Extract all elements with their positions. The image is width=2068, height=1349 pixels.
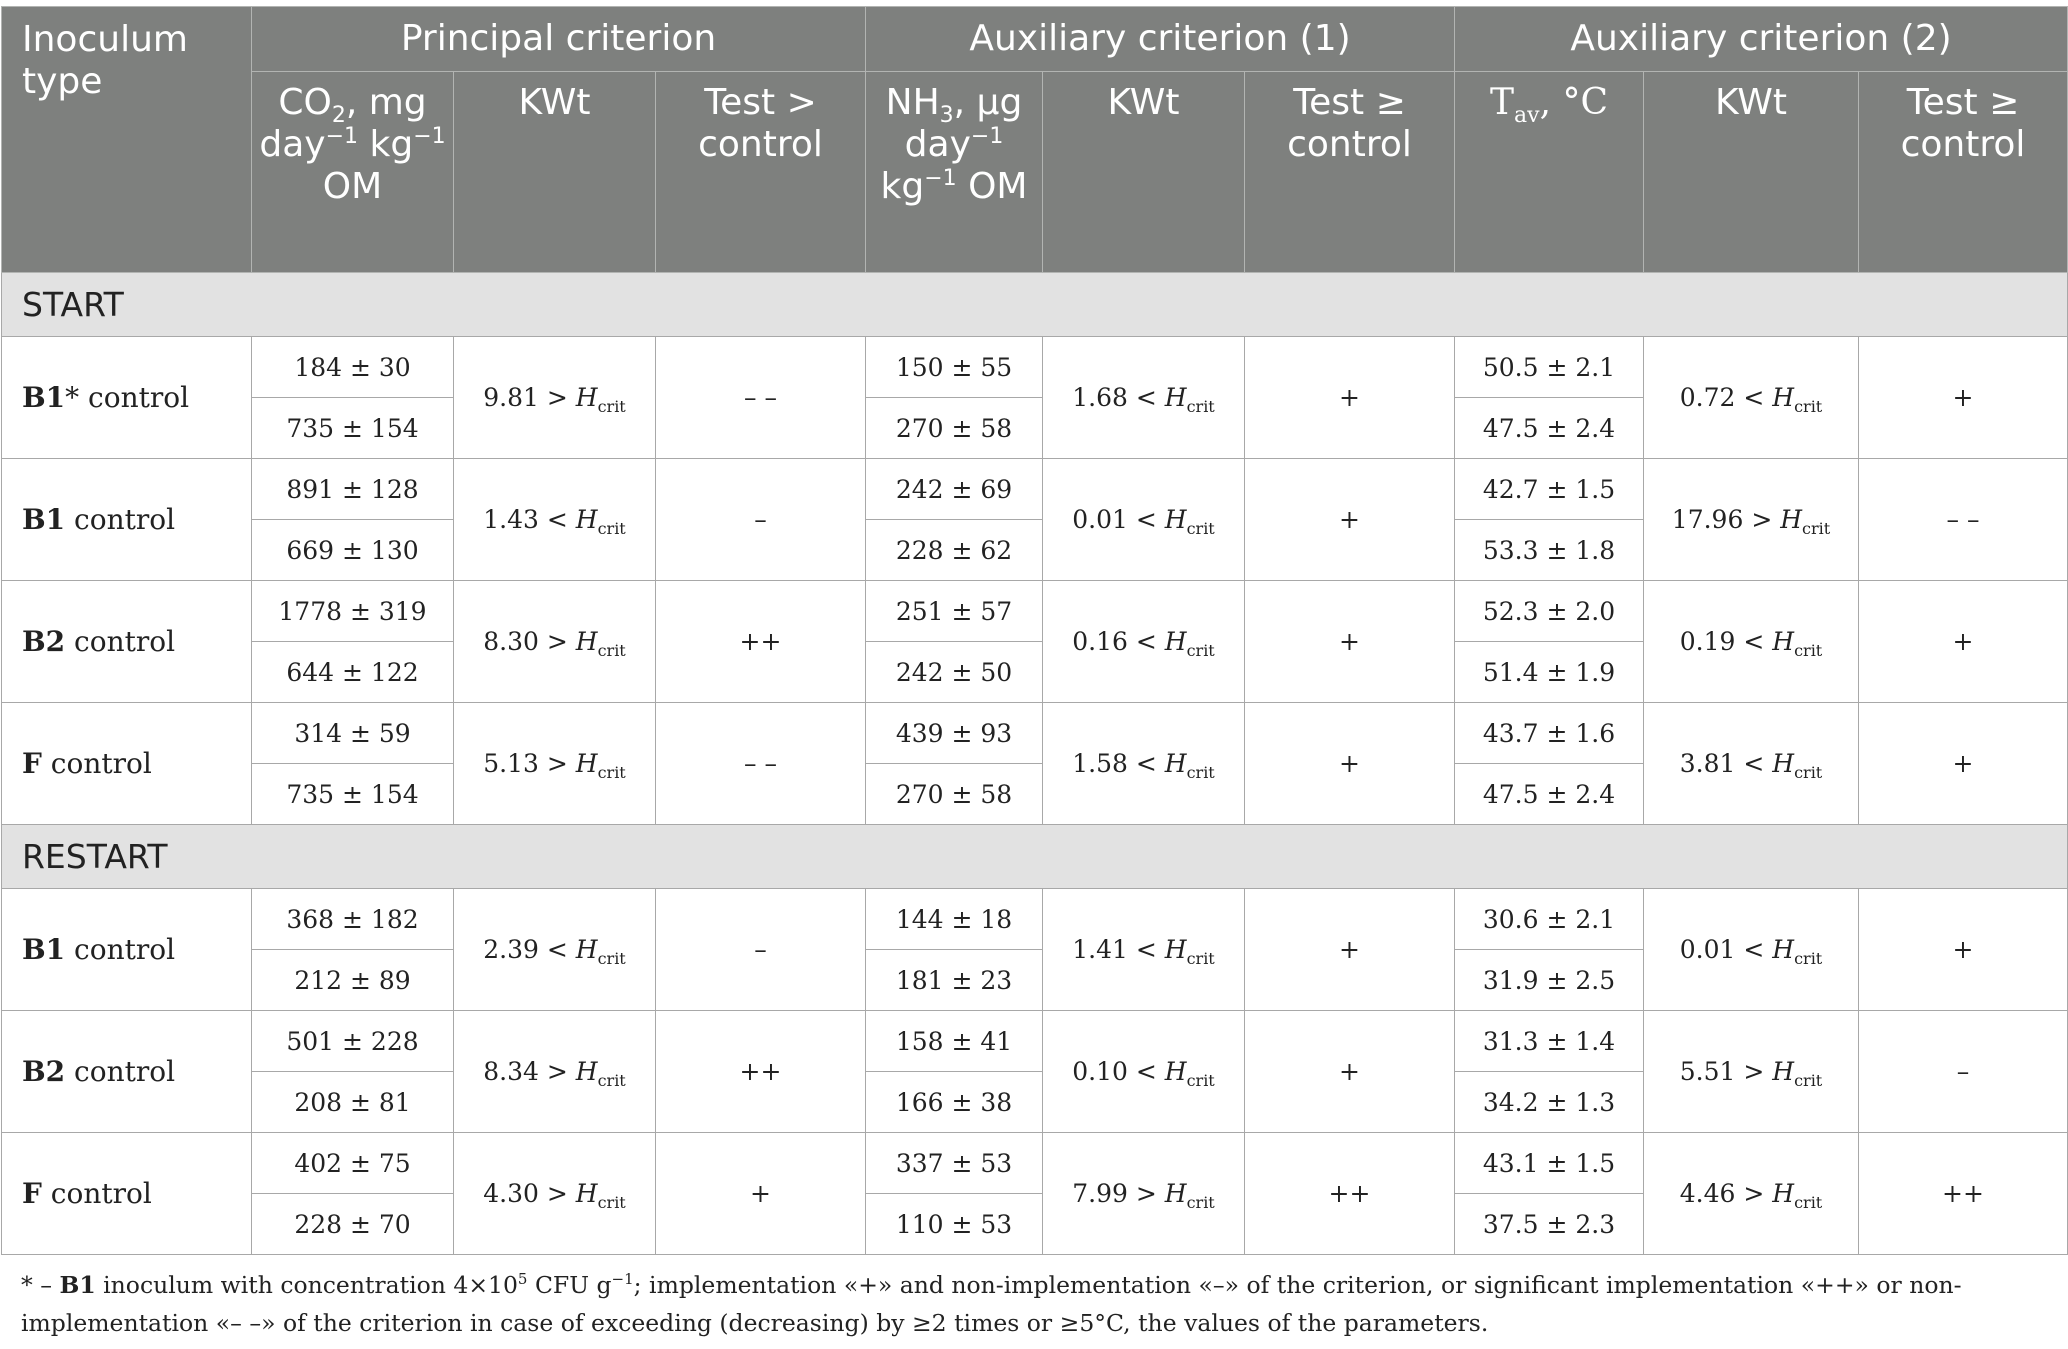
h-crit-symbol: H: [575, 935, 598, 964]
tav-criterion-result: – –: [1859, 459, 2068, 581]
tav-criterion-result: –: [1859, 1011, 2068, 1133]
h-crit-subscript: crit: [1186, 763, 1215, 782]
h-crit-symbol: H: [1772, 383, 1795, 412]
nh3-kwt: [1043, 1133, 1245, 1255]
h-crit-symbol: H: [1772, 627, 1795, 656]
nh3-criterion-result: +: [1245, 459, 1455, 581]
co2-criterion-result: – –: [656, 337, 866, 459]
tav-test-value: 30.6 ± 2.1: [1455, 889, 1644, 950]
tav-control-value: 53.3 ± 1.8: [1455, 520, 1644, 581]
nh3-kwt-value: 1.68 <: [1072, 383, 1157, 412]
h-crit-subscript: crit: [1802, 519, 1831, 538]
co2-test-value: 184 ± 30: [252, 337, 454, 398]
h-crit-subscript: crit: [1794, 1071, 1823, 1090]
section-title-start: START: [2, 273, 2068, 337]
co2-test-value: 368 ± 182: [252, 889, 454, 950]
table-header: [2, 7, 2068, 273]
h-crit-subscript: crit: [1794, 641, 1823, 660]
co2-kwt: [454, 889, 656, 1011]
co2-test-value: 1778 ± 319: [252, 581, 454, 642]
h-crit-symbol: H: [575, 627, 598, 656]
nh3-criterion-result: +: [1245, 703, 1455, 825]
header-aux2-kwt: KWt: [1644, 72, 1859, 273]
tav-control-value: 47.5 ± 2.4: [1455, 398, 1644, 459]
h-crit-subscript: crit: [597, 1071, 626, 1090]
inoculum-label: [2, 581, 252, 703]
h-crit-symbol: H: [1164, 1179, 1187, 1208]
h-crit-subscript: crit: [597, 763, 626, 782]
nh3-kwt-value: 0.16 <: [1072, 627, 1157, 656]
nh3-test-value: 242 ± 69: [866, 459, 1043, 520]
inoculum-label: [2, 703, 252, 825]
nh3-control-value: 270 ± 58: [866, 764, 1043, 825]
nh3-kwt-value: 1.58 <: [1072, 749, 1157, 778]
tav-kwt: [1644, 337, 1859, 459]
co2-kwt-value: 9.81 >: [483, 383, 568, 412]
h-crit-subscript: crit: [1186, 1071, 1215, 1090]
header-auxiliary-criterion-1: Auxiliary criterion (1): [866, 7, 1455, 72]
h-crit-symbol: H: [1164, 383, 1187, 412]
tav-kwt-value: 5.51 >: [1679, 1057, 1765, 1086]
h-crit-symbol: H: [1772, 1179, 1795, 1208]
nh3-kwt-value: 0.01 <: [1072, 505, 1157, 534]
inoculum-suffix: control: [65, 625, 176, 658]
nh3-control-value: 181 ± 23: [866, 950, 1043, 1011]
tav-control-value: 51.4 ± 1.9: [1455, 642, 1644, 703]
co2-control-value: 228 ± 70: [252, 1194, 454, 1255]
h-crit-symbol: H: [1164, 505, 1187, 534]
tav-test-value: 42.7 ± 1.5: [1455, 459, 1644, 520]
nh3-test-value: 150 ± 55: [866, 337, 1043, 398]
header-average-temperature: $T_{av}$, °C: [1455, 72, 1644, 273]
co2-kwt-value: 4.30 >: [483, 1179, 568, 1208]
h-crit-symbol: H: [575, 1179, 598, 1208]
tav-kwt-value: 4.46 >: [1679, 1179, 1765, 1208]
inoculum-code: B2: [22, 1055, 66, 1088]
header-principal-kwt: KWt: [454, 72, 656, 273]
h-crit-symbol: H: [1780, 505, 1803, 534]
h-crit-symbol: H: [1164, 1057, 1187, 1086]
co2-kwt-value: 8.30 >: [483, 627, 568, 656]
co2-kwt: [454, 459, 656, 581]
tav-kwt: [1644, 1133, 1859, 1255]
h-crit-subscript: crit: [597, 1193, 626, 1212]
tav-test-value: 31.3 ± 1.4: [1455, 1011, 1644, 1072]
nh3-control-value: 166 ± 38: [866, 1072, 1043, 1133]
nh3-criterion-result: +: [1245, 1011, 1455, 1133]
co2-kwt-value: 8.34 >: [483, 1057, 568, 1086]
section-row: [2, 825, 2068, 889]
h-crit-symbol: H: [1772, 1057, 1795, 1086]
inoculum-suffix: control: [65, 503, 176, 536]
nh3-test-value: 144 ± 18: [866, 889, 1043, 950]
header-principal-test: Test > control: [656, 72, 866, 273]
tav-control-value: 37.5 ± 2.3: [1455, 1194, 1644, 1255]
nh3-kwt: [1043, 459, 1245, 581]
tav-criterion-result: +: [1859, 581, 2068, 703]
co2-control-value: 208 ± 81: [252, 1072, 454, 1133]
header-aux1-kwt: KWt: [1043, 72, 1245, 273]
header-aux1-test: Test ≥ control: [1245, 72, 1455, 273]
table-row: [2, 1133, 2068, 1194]
inoculum-suffix: control: [65, 1055, 176, 1088]
co2-criterion-result: ++: [656, 1011, 866, 1133]
inoculum-suffix: control: [65, 933, 176, 966]
co2-kwt-value: 2.39 <: [483, 935, 568, 964]
nh3-test-value: 337 ± 53: [866, 1133, 1043, 1194]
table-row: [2, 459, 2068, 520]
h-crit-subscript: crit: [597, 519, 626, 538]
h-crit-subscript: crit: [1186, 519, 1215, 538]
tav-test-value: 43.1 ± 1.5: [1455, 1133, 1644, 1194]
nh3-control-value: 228 ± 62: [866, 520, 1043, 581]
nh3-criterion-result: +: [1245, 889, 1455, 1011]
tav-kwt: [1644, 889, 1859, 1011]
nh3-control-value: 242 ± 50: [866, 642, 1043, 703]
h-crit-subscript: crit: [1794, 949, 1823, 968]
header-aux2-test: Test ≥ control: [1859, 72, 2068, 273]
tav-kwt-value: 3.81 <: [1679, 749, 1765, 778]
h-crit-symbol: H: [1772, 749, 1795, 778]
nh3-kwt-value: 7.99 >: [1072, 1179, 1157, 1208]
co2-test-value: 402 ± 75: [252, 1133, 454, 1194]
tav-test-value: 52.3 ± 2.0: [1455, 581, 1644, 642]
table-row: [2, 1011, 2068, 1072]
header-auxiliary-criterion-2: Auxiliary criterion (2): [1455, 7, 2068, 72]
nh3-test-value: 439 ± 93: [866, 703, 1043, 764]
results-table: [1, 6, 2068, 1255]
inoculum-code: F: [22, 747, 42, 780]
h-crit-symbol: H: [575, 1057, 598, 1086]
co2-criterion-result: +: [656, 1133, 866, 1255]
header-co2-rate: $CO_2$, mg day$^{-1}$ $kg^{-1}$ OM: [252, 72, 454, 273]
tav-kwt-value: 0.01 <: [1679, 935, 1765, 964]
section-title-restart: RESTART: [2, 825, 2068, 889]
tav-criterion-result: ++: [1859, 1133, 2068, 1255]
footnote: * – B1 inoculum with concentration $4\times 10^5$ CFU $g^{-1}$; implementation «+» and non-implementation «–» of the criterion, or significant implementation «++» or non-implementation «– –» of the criterion in case of exceeding (decreasing) by ≥2 times or ≥5°C, the values of the parameters.: [21, 1270, 1962, 1337]
co2-test-value: 314 ± 59: [252, 703, 454, 764]
nh3-kwt: [1043, 1011, 1245, 1133]
h-crit-subscript: crit: [1186, 949, 1215, 968]
co2-control-value: 735 ± 154: [252, 398, 454, 459]
inoculum-label: [2, 1133, 252, 1255]
tav-control-value: 31.9 ± 2.5: [1455, 950, 1644, 1011]
co2-criterion-result: –: [656, 459, 866, 581]
inoculum-code: B1: [22, 503, 66, 536]
h-crit-subscript: crit: [1186, 397, 1215, 416]
nh3-criterion-result: +: [1245, 337, 1455, 459]
co2-criterion-result: ++: [656, 581, 866, 703]
header-principal-criterion: Principal criterion: [252, 7, 866, 72]
h-crit-symbol: H: [575, 749, 598, 778]
inoculum-code: B1: [22, 933, 66, 966]
h-crit-subscript: crit: [597, 949, 626, 968]
inoculum-suffix: control: [41, 1177, 152, 1210]
inoculum-label: [2, 889, 252, 1011]
nh3-control-value: 110 ± 53: [866, 1194, 1043, 1255]
inoculum-suffix: * control: [65, 381, 190, 414]
nh3-control-value: 270 ± 58: [866, 398, 1043, 459]
tav-kwt: [1644, 1011, 1859, 1133]
co2-control-value: 735 ± 154: [252, 764, 454, 825]
table-row: [2, 337, 2068, 398]
co2-kwt: [454, 1133, 656, 1255]
inoculum-code: B1: [22, 381, 66, 414]
inoculum-label: [2, 1011, 252, 1133]
h-crit-subscript: crit: [1794, 397, 1823, 416]
co2-kwt-value: 1.43 <: [483, 505, 568, 534]
tav-criterion-result: +: [1859, 703, 2068, 825]
h-crit-subscript: crit: [597, 641, 626, 660]
co2-test-value: 501 ± 228: [252, 1011, 454, 1072]
tav-test-value: 50.5 ± 2.1: [1455, 337, 1644, 398]
co2-kwt-value: 5.13 >: [483, 749, 568, 778]
tav-control-value: 34.2 ± 1.3: [1455, 1072, 1644, 1133]
co2-kwt: [454, 581, 656, 703]
inoculum-code: B2: [22, 625, 66, 658]
h-crit-symbol: H: [1772, 935, 1795, 964]
table-row: [2, 581, 2068, 642]
nh3-test-value: 158 ± 41: [866, 1011, 1043, 1072]
co2-control-value: 644 ± 122: [252, 642, 454, 703]
h-crit-subscript: crit: [1794, 763, 1823, 782]
co2-test-value: 891 ± 128: [252, 459, 454, 520]
inoculum-suffix: control: [41, 747, 152, 780]
co2-kwt: [454, 337, 656, 459]
co2-kwt: [454, 1011, 656, 1133]
table-body: [2, 273, 2068, 1255]
co2-control-value: 212 ± 89: [252, 950, 454, 1011]
nh3-kwt-value: 1.41 <: [1072, 935, 1157, 964]
h-crit-subscript: crit: [1794, 1193, 1823, 1212]
h-crit-symbol: H: [575, 383, 598, 412]
h-crit-symbol: H: [575, 505, 598, 534]
inoculum-label: [2, 459, 252, 581]
h-crit-subscript: crit: [597, 397, 626, 416]
nh3-criterion-result: ++: [1245, 1133, 1455, 1255]
nh3-criterion-result: +: [1245, 581, 1455, 703]
tav-kwt: [1644, 581, 1859, 703]
nh3-kwt: [1043, 581, 1245, 703]
nh3-kwt: [1043, 889, 1245, 1011]
inoculum-code: F: [22, 1177, 42, 1210]
co2-control-value: 669 ± 130: [252, 520, 454, 581]
nh3-test-value: 251 ± 57: [866, 581, 1043, 642]
tav-kwt-value: 0.72 <: [1679, 383, 1765, 412]
h-crit-subscript: crit: [1186, 641, 1215, 660]
header-nh3-rate: $NH_3$, μg day$^{-1}$ $kg^{-1}$ OM: [866, 72, 1043, 273]
tav-control-value: 47.5 ± 2.4: [1455, 764, 1644, 825]
h-crit-symbol: H: [1164, 935, 1187, 964]
table-row: [2, 889, 2068, 950]
nh3-kwt: [1043, 703, 1245, 825]
tav-kwt: [1644, 703, 1859, 825]
tav-kwt: [1644, 459, 1859, 581]
tav-test-value: 43.7 ± 1.6: [1455, 703, 1644, 764]
tav-criterion-result: +: [1859, 337, 2068, 459]
tav-criterion-result: +: [1859, 889, 2068, 1011]
co2-criterion-result: –: [656, 889, 866, 1011]
h-crit-subscript: crit: [1186, 1193, 1215, 1212]
inoculum-label: [2, 337, 252, 459]
nh3-kwt-value: 0.10 <: [1072, 1057, 1157, 1086]
tav-kwt-value: 17.96 >: [1671, 505, 1773, 534]
tav-kwt-value: 0.19 <: [1679, 627, 1765, 656]
co2-kwt: [454, 703, 656, 825]
h-crit-symbol: H: [1164, 749, 1187, 778]
nh3-kwt: [1043, 337, 1245, 459]
header-inoculum-type: Inoculum type: [2, 7, 252, 273]
co2-criterion-result: – –: [656, 703, 866, 825]
h-crit-symbol: H: [1164, 627, 1187, 656]
table-row: [2, 703, 2068, 764]
section-row: [2, 273, 2068, 337]
